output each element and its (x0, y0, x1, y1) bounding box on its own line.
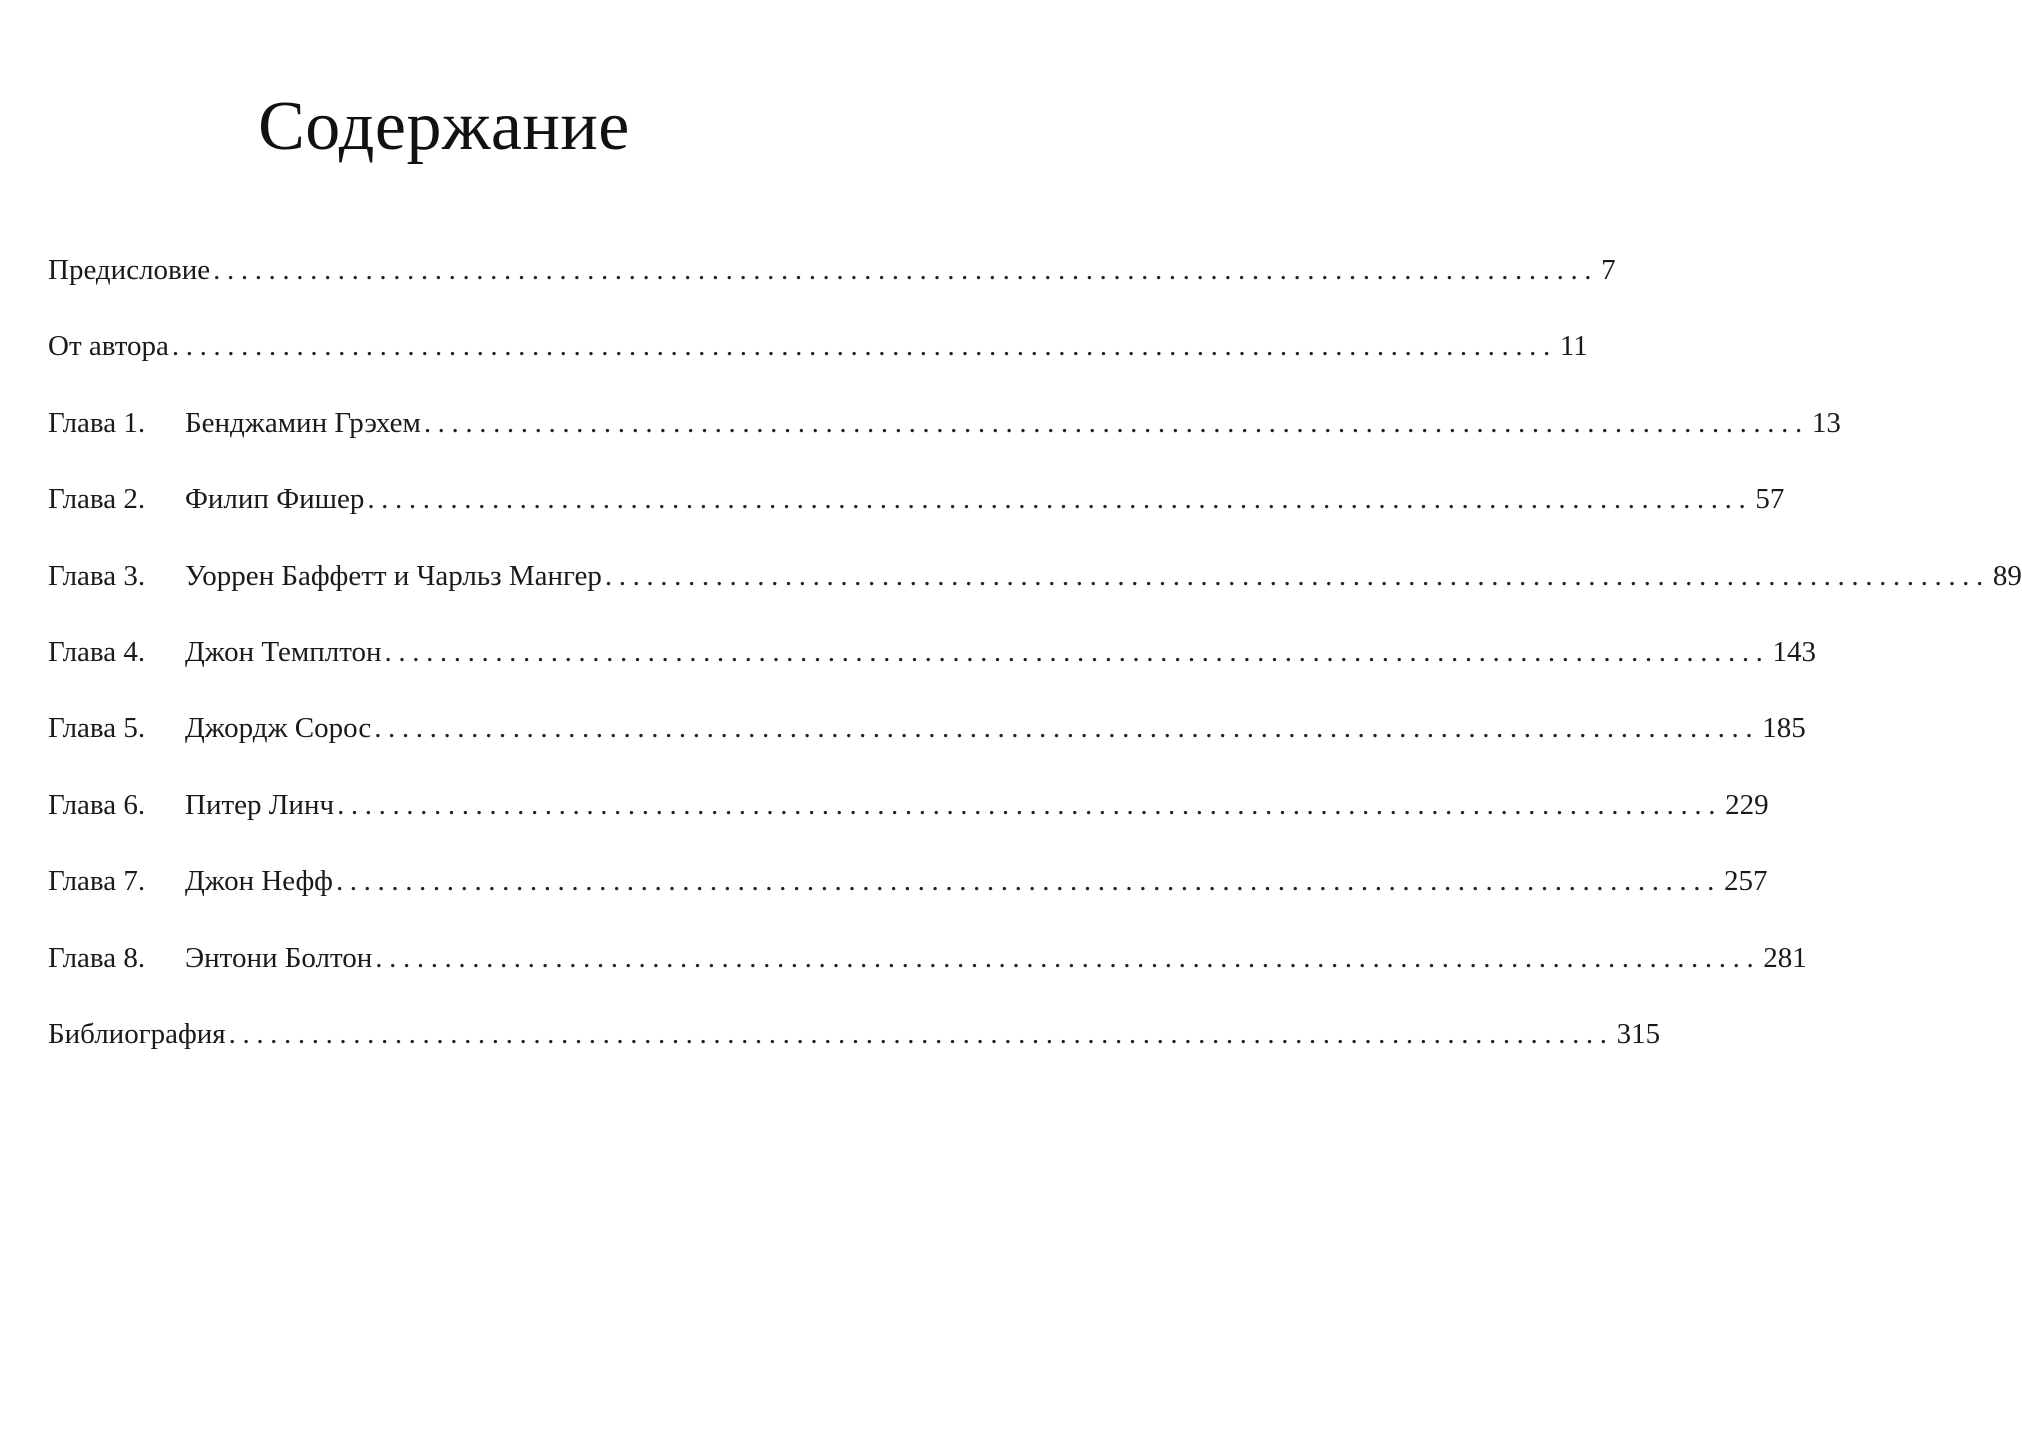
dot-leader: .................................................................................................... (423, 406, 1809, 439)
toc-entry-page: 143 (1772, 635, 1817, 668)
dot-leader: .................................................................................................... (171, 330, 1557, 363)
toc-chapter-label: Глава 4. (48, 635, 146, 668)
dot-leader: .................................................................................................... (374, 712, 1760, 745)
dot-leader: .................................................................................................... (335, 865, 1721, 898)
dot-leader: .................................................................................................... (375, 941, 1761, 974)
dot-leader: .................................................................................................... (367, 483, 1753, 516)
toc-entry-page: 315 (1616, 1017, 1661, 1050)
toc-entry-title: Бенджамин Грэхем (185, 406, 421, 439)
toc-entry (48, 479, 1785, 555)
toc-chapter-label: Глава 8. (48, 941, 146, 974)
toc-entry-title: Уоррен Баффетт и Чарльз Мангер (185, 559, 602, 592)
dot-leader: .................................................................................................... (337, 788, 1723, 821)
toc-entry-title: Джон Нефф (185, 865, 333, 898)
toc-entry (48, 938, 1807, 1014)
toc-chapter-label: Глава 3. (48, 559, 146, 592)
toc-entry-page: 185 (1762, 712, 1806, 745)
toc-chapter-label: Глава 7. (48, 865, 146, 898)
toc-entry-page: 7 (1601, 254, 1616, 286)
toc-entry-page: 11 (1559, 330, 1588, 363)
dot-leader: .................................................................................................... (604, 559, 1990, 592)
toc-entry (48, 861, 1768, 937)
toc-entry-title: Библиография (48, 1017, 226, 1050)
toc-chapter-label: Глава 5. (48, 712, 146, 745)
toc-entry (48, 250, 1616, 326)
toc-chapter-label: Глава 2. (48, 483, 146, 516)
dot-leader: .................................................................................................... (228, 1017, 1614, 1050)
toc-entry-page: 281 (1763, 941, 1807, 974)
toc-entry (48, 632, 1817, 708)
table-of-contents (48, 250, 2022, 1090)
toc-chapter-label: Глава 1. (48, 406, 146, 439)
toc-entry-page: 257 (1723, 865, 1768, 898)
dot-leader: .................................................................................................... (213, 254, 1599, 286)
toc-entry (48, 708, 1806, 784)
toc-entry-title: Энтони Болтон (185, 941, 373, 974)
toc-chapter-label: Глава 6. (48, 788, 146, 821)
toc-entry-title: Предисловие (48, 254, 211, 286)
toc-entry-title: Джордж Сорос (185, 712, 372, 745)
toc-entry-page: 57 (1755, 483, 1785, 516)
toc-entry (48, 785, 1769, 861)
toc-entry (48, 403, 1841, 479)
dot-leader: .................................................................................................... (384, 635, 1770, 668)
toc-entry-title: Филип Фишер (185, 483, 365, 516)
toc-entry-page: 229 (1725, 788, 1769, 821)
toc-entry-page: 89 (1992, 559, 2022, 592)
toc-entry (48, 1014, 1661, 1090)
toc-entry-page: 13 (1811, 406, 1841, 439)
toc-entry (48, 556, 2022, 632)
toc-entry-title: Питер Линч (185, 788, 335, 821)
toc-entry (48, 326, 1588, 402)
toc-entry-title: От автора (48, 330, 169, 363)
page-title: Содержание (258, 88, 630, 165)
toc-entry-title: Джон Темплтон (185, 635, 382, 668)
